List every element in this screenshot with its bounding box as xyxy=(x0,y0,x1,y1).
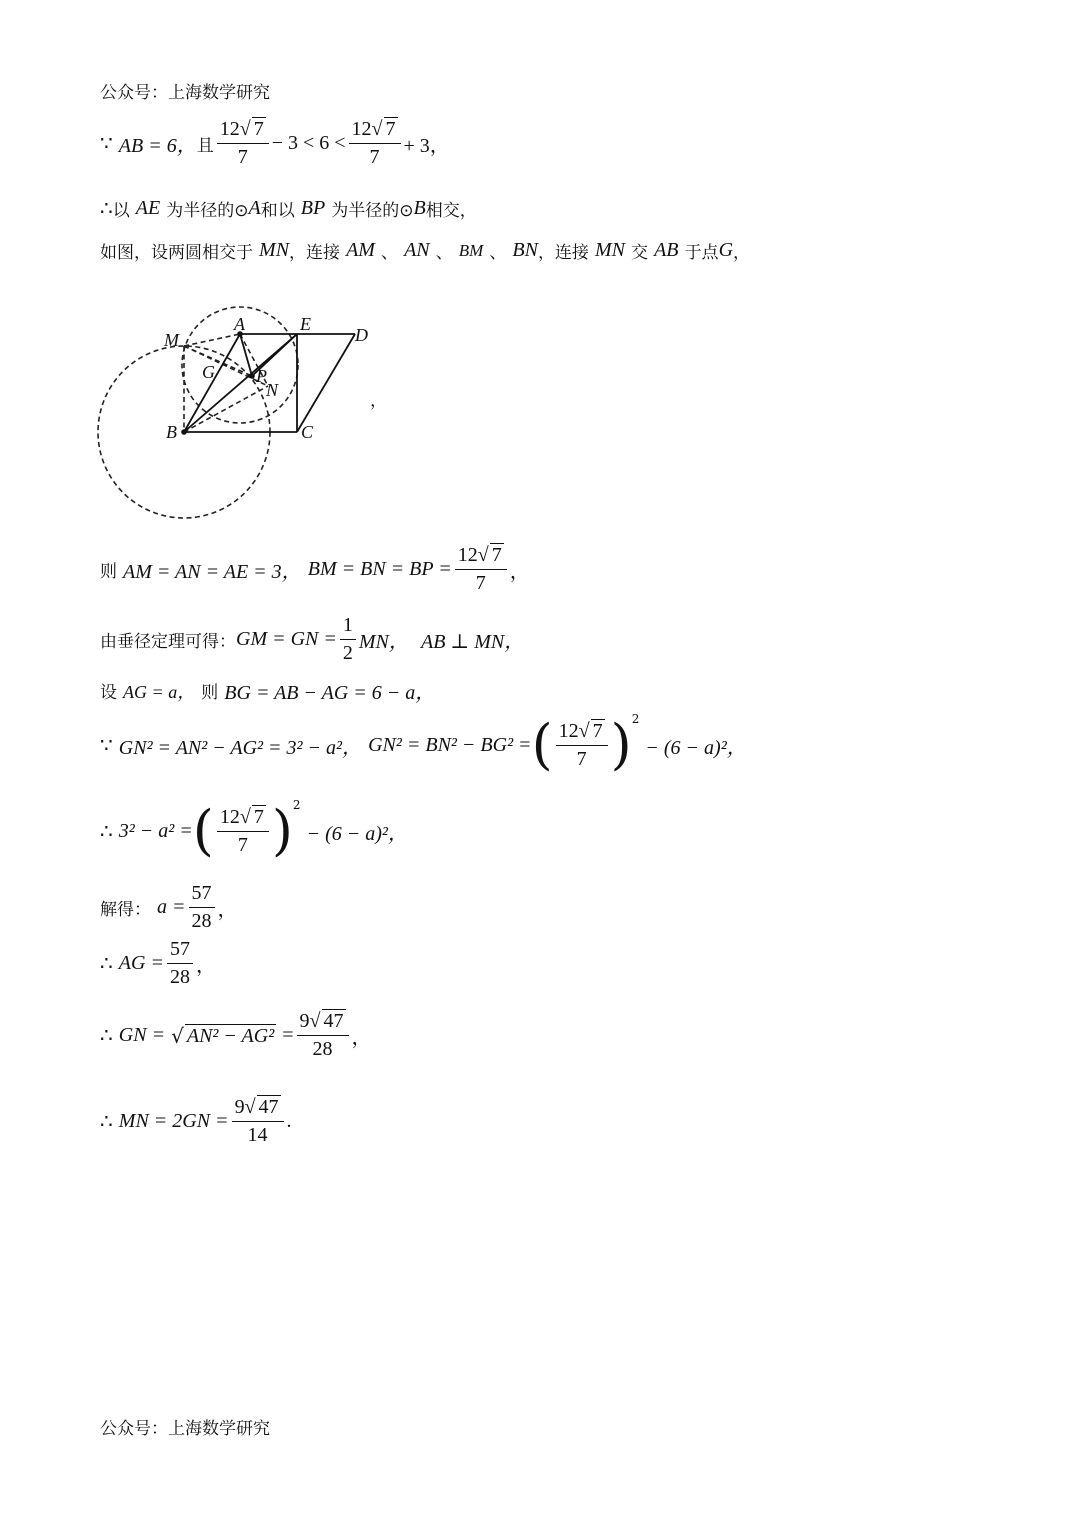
numerator: 57 xyxy=(167,938,193,964)
segment: AN xyxy=(404,239,430,261)
expr: a = xyxy=(157,896,186,918)
text: 和以 xyxy=(260,201,295,221)
line-11: ∴ GN = √ AN² − AG² = $\frac{9√ 47}{28}$ ， xyxy=(100,1010,372,1060)
radicand: 7 xyxy=(491,544,502,566)
denominator: 7 xyxy=(369,146,380,168)
text: 为半径的⊙ xyxy=(166,201,249,221)
line-4 xyxy=(100,544,530,595)
expr: + 3， xyxy=(403,135,450,157)
numerator: 12 xyxy=(219,805,240,828)
text: 且 xyxy=(196,136,214,156)
line-8: ∴ 3² − a² = ( $\frac{12√ 7}{7}$ ) 2 − (6 − a)²， xyxy=(100,798,408,862)
label-n: N xyxy=(266,380,279,400)
denominator: 7 xyxy=(576,747,587,770)
denominator: 7 xyxy=(475,572,486,594)
segment-ab xyxy=(184,334,240,432)
expr: ， xyxy=(509,561,530,583)
fraction: $\frac{12√ 7}{7}$ xyxy=(217,806,269,857)
fraction: $\frac{12√ 7}{7}$ xyxy=(556,720,608,771)
expr: BM = BN = BP = xyxy=(307,558,452,580)
expr: GN² = AN² − AG² = 3² − a²， xyxy=(118,736,363,759)
therefore-symbol: ∴ xyxy=(100,953,113,975)
segment: MN xyxy=(594,239,625,261)
segment: AB xyxy=(654,239,679,261)
label-p: P xyxy=(256,366,267,386)
fraction: $\frac{12√ 7}{7}$ xyxy=(217,118,269,169)
line-3 xyxy=(100,238,750,263)
text: 则 xyxy=(201,683,219,703)
segment-ap xyxy=(240,334,252,376)
point-b xyxy=(181,429,187,435)
label-d: D xyxy=(355,325,368,345)
fraction: $\frac{12√ 7}{7}$ xyxy=(455,544,507,595)
denominator: 28 xyxy=(312,1038,333,1060)
expr: AG = a， xyxy=(123,681,196,702)
expr: ， xyxy=(351,1027,372,1049)
expr: AM = AN = AE = 3， xyxy=(123,561,302,583)
denominator: 7 xyxy=(237,833,248,856)
numerator: 9 xyxy=(234,1096,245,1118)
text: 解得： xyxy=(100,900,151,920)
text: ，连接 xyxy=(537,243,589,263)
text: 于点 xyxy=(684,243,719,263)
expr: . xyxy=(286,1110,292,1132)
segment: BP xyxy=(300,197,326,219)
fraction: $\frac{12√ 7}{7}$ xyxy=(349,118,401,169)
denominator: 28 xyxy=(191,910,212,932)
radicand: 7 xyxy=(253,805,264,828)
expr: AB ⊥ MN， xyxy=(420,631,525,653)
numerator: 12 xyxy=(457,544,478,566)
numerator: 12 xyxy=(558,719,579,742)
segment: MN xyxy=(259,239,290,261)
radicand: 7 xyxy=(253,118,264,140)
point-p xyxy=(249,373,255,379)
denominator: 2 xyxy=(342,642,353,664)
expr: GN² = BN² − BG² = xyxy=(368,733,532,756)
expr: MN = 2GN = xyxy=(118,1110,229,1132)
therefore-symbol: ∴ xyxy=(100,1111,113,1133)
expr: AB = 6， xyxy=(118,135,197,157)
separator: 、 xyxy=(435,243,453,263)
figure-comma: ， xyxy=(370,391,387,411)
because-symbol: ∵ xyxy=(100,133,113,155)
numerator: 57 xyxy=(189,882,215,908)
point: A xyxy=(248,197,261,219)
radicand: AN² − AG² xyxy=(186,1024,275,1047)
expr: BG = AB − AG = 6 − a， xyxy=(224,682,436,704)
label-c: C xyxy=(301,422,314,442)
therefore-symbol: ∴ xyxy=(100,1025,113,1047)
text: 设 xyxy=(100,683,117,703)
line-10 xyxy=(100,938,216,989)
line-1 xyxy=(100,118,450,169)
segment: BM xyxy=(458,240,484,260)
label-a: A xyxy=(234,314,245,334)
text: 以 xyxy=(112,201,130,221)
expr: − (6 − a)²， xyxy=(306,822,408,845)
text: ，连接 xyxy=(289,243,341,263)
denominator: 14 xyxy=(247,1124,268,1146)
label-e: E xyxy=(300,314,311,334)
text: 如图，设两圆相交于 xyxy=(100,243,253,263)
expr: AG = xyxy=(118,952,164,974)
therefore-symbol: ∴ xyxy=(100,820,113,843)
line-2 xyxy=(100,196,477,221)
separator: 、 xyxy=(381,243,399,263)
text: 则 xyxy=(100,562,117,582)
expr: − (6 − a)²， xyxy=(645,736,747,759)
radicand: 7 xyxy=(385,118,396,140)
text: 相交， xyxy=(425,201,477,221)
numerator: 1 xyxy=(340,614,356,640)
fraction xyxy=(189,882,215,933)
numerator: 9 xyxy=(299,1010,310,1032)
therefore-symbol: ∴ xyxy=(100,198,113,220)
page-footer: 公众号：上海数学研究 xyxy=(100,1419,270,1439)
expr: 3² − a² = xyxy=(118,819,193,842)
expr: GM = GN = xyxy=(236,628,337,650)
numerator: 12 xyxy=(351,118,372,140)
denominator: 28 xyxy=(169,966,190,988)
expr: ， xyxy=(217,899,238,921)
segment-dc xyxy=(297,334,355,432)
fraction: $\frac{9√ 47}{28}$ xyxy=(297,1010,349,1061)
segment: AM xyxy=(346,239,375,261)
expr: − 3 < 6 < xyxy=(271,132,346,154)
expr: MN， xyxy=(358,631,409,653)
text: 为半径的⊙ xyxy=(331,201,414,221)
geometry-figure xyxy=(90,270,390,530)
denominator: 7 xyxy=(237,146,248,168)
point: B xyxy=(413,197,426,219)
fraction: $\frac{9√ 47}{14}$ xyxy=(232,1096,284,1147)
expr: = xyxy=(282,1024,294,1046)
line-12 xyxy=(100,1096,292,1147)
segment: AE xyxy=(135,197,161,219)
fraction xyxy=(167,938,193,989)
line-5 xyxy=(100,614,524,665)
expr: ， xyxy=(195,955,216,977)
radicand: 47 xyxy=(258,1096,279,1118)
numerator: 12 xyxy=(219,118,240,140)
text: 由垂径定理可得： xyxy=(100,632,236,652)
page-header: 公众号：上海数学研究 xyxy=(100,83,270,103)
label-b: B xyxy=(166,422,177,442)
line-9 xyxy=(100,882,238,933)
point: G xyxy=(718,239,734,261)
segment: BN xyxy=(512,239,538,261)
because-symbol: ∵ xyxy=(100,734,113,757)
label-g: G xyxy=(202,362,215,382)
fraction xyxy=(340,614,356,665)
text: 交 xyxy=(631,243,649,263)
label-m: M xyxy=(164,330,179,350)
expr: GN = xyxy=(118,1024,166,1046)
line-7: ∵ GN² = AN² − AG² = 3² − a²， GN² = BN² − BG² = ( $\frac{12√ 7}{7}$ ) 2 − (6 − a)²， xyxy=(100,712,747,776)
separator: 、 xyxy=(489,243,507,263)
line-6 xyxy=(100,676,435,705)
radicand: 7 xyxy=(592,719,603,742)
radicand: 47 xyxy=(323,1010,344,1032)
segment-am xyxy=(184,334,240,346)
text: ， xyxy=(733,243,751,263)
